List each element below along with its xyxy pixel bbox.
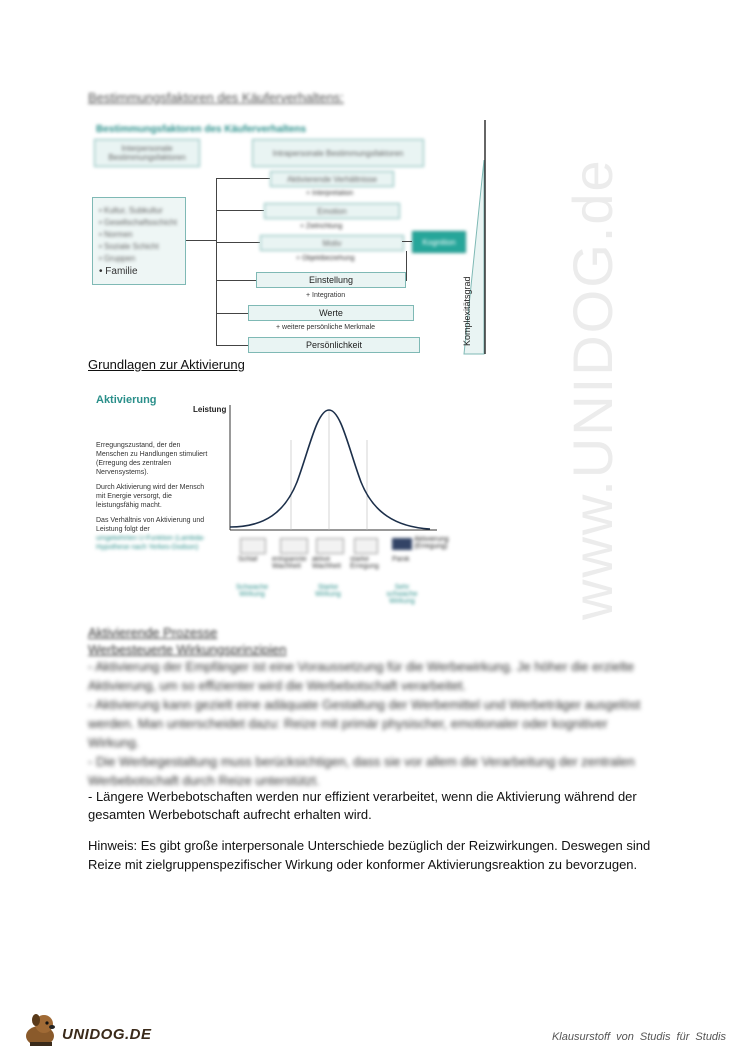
- aktivierung-text-2: Durch Aktivierung wird der Mensch mit Energie versorgt, die leistungsfähig macht.: [96, 484, 205, 509]
- connector-line: [216, 210, 264, 211]
- aktivierende-box: Aktivierende Verhältnisse: [270, 171, 394, 187]
- icon-label: starke Erregung: [350, 556, 379, 570]
- icon-label: Schlaf: [238, 556, 258, 563]
- y-axis-label: Leistung: [193, 405, 227, 414]
- interpretation-label: + Interpretation: [306, 190, 354, 197]
- factor-item-familie: • Familie: [99, 266, 138, 277]
- aktivierung-text-3: Das Verhältnis von Aktivierung und Leistung folgt der: [96, 517, 205, 533]
- erregung-icon: [354, 538, 378, 554]
- zielrichtung-label: + Zielrichtung: [300, 223, 343, 230]
- aktivierung-description: [96, 441, 208, 558]
- aktivierung-text-4: umgekehrten U-Funktion (Lambda-Hypothese nach Yerkes-Dodson): [96, 535, 205, 551]
- paragraph: - Die Werbegestaltung muss berücksichtigen, dass sie vor allem die Verarbeitung der zentralen Werbebotschaft durch Reize unterstützt.: [88, 754, 635, 788]
- objektbeziehung-label: + Objektbeziehung: [296, 255, 355, 262]
- section-heading-aktivierung: Grundlagen zur Aktivierung: [88, 357, 245, 372]
- wirkung-label: Starke Wirkung: [315, 584, 341, 598]
- interpersonal-factor-list: [92, 197, 186, 285]
- intrapersonal-box: Interpersonale Bestimmungsfaktoren: [94, 139, 200, 167]
- icon-label: Panik: [392, 556, 410, 563]
- connector-line: [216, 313, 248, 314]
- komplexitaet-label: Komplexitätsgrad: [462, 276, 472, 346]
- diagram-title: Bestimmungsfaktoren des Käuferverhaltens: [96, 124, 307, 135]
- factor-item: • Gruppen: [99, 254, 136, 263]
- blurred-paragraphs: [88, 657, 658, 790]
- einstellung-box: Einstellung: [256, 272, 406, 288]
- paragraph: - Aktivierung kann gezielt eine adäquate Gestaltung der Werbemittel und Werbeträger ausgelöst werden. Man unterscheidet dazu: Reize mit primär physischer, emotionaler oder kognitiver Wirkung.: [88, 697, 641, 750]
- section-heading-prozesse: [88, 624, 286, 658]
- watermark: www.UNIDOG.de: [561, 158, 624, 620]
- wirkung-label: Schwache Wirkung: [235, 584, 269, 598]
- merkmale-label: + weitere persönliche Merkmale: [276, 324, 376, 331]
- connector-line: [216, 345, 248, 346]
- persoenlichkeit-box: Persönlichkeit: [248, 337, 420, 353]
- emotion-box: Emotion: [264, 203, 400, 219]
- aktivierung-text-1: Erregungszustand, der den Menschen zu Handlungen stimuliert (Erregung des zentralen Nervensystems).: [96, 442, 208, 476]
- factor-item: • Normen: [99, 230, 133, 239]
- connector-line: [406, 251, 407, 281]
- dog-mascot-icon: [22, 1012, 62, 1048]
- factor-item: • Soziale Schicht: [99, 242, 159, 251]
- entspannt-icon: [280, 538, 308, 554]
- motiv-box: Motiv: [260, 235, 404, 251]
- connector-line: [216, 178, 270, 179]
- factor-item: • Kultur, Subkultur: [99, 206, 163, 215]
- paragraph: - Aktivierung der Empfänger ist eine Voraussetzung für die Werbewirkung. Je höher die erzielte Aktivierung, um so effizienter wird die Werbebotschaft verarbeitet.: [88, 659, 635, 693]
- footer-brand[interactable]: UNIDOG.DE: [62, 1026, 152, 1043]
- heading-aktivierende-prozesse: Aktivierende Prozesse: [88, 625, 218, 640]
- hinweis-paragraph: Hinweis: Es gibt große interpersonale Unterschiede bezüglich der Reizwirkungen. Deswegen sind Reize mit zielgruppenspezifischer Wirkung oder konformer Aktivierungsreaktion zu bevorzugen.: [88, 838, 651, 872]
- icon-label: aktive Wachheit: [312, 556, 341, 570]
- wirkung-label: Sehr schwache Wirkung: [386, 584, 418, 605]
- kognition-box: Kognition: [412, 231, 466, 253]
- heading-wirkungsprinzipien: Werbesteuerte Wirkungsprinzipien: [88, 642, 287, 657]
- interpersonal-box: Intrapersonale Bestimmungsfaktoren: [252, 139, 424, 167]
- werte-box: Werte: [248, 305, 414, 321]
- section-heading-kaeuferverhalten: Bestimmungsfaktoren des Käuferverhaltens:: [88, 90, 344, 105]
- panik-icon: [392, 538, 412, 550]
- x-axis-label: Aktivierung (Erregung): [414, 536, 449, 550]
- aktiv-icon: [316, 538, 344, 554]
- footer-tagline: Klausurstoff von Studis für Studis: [551, 1031, 726, 1043]
- performance-curve: [230, 410, 430, 529]
- aktivierung-title: Aktivierung: [96, 394, 157, 406]
- schlaf-icon: [240, 538, 266, 554]
- paragraph-werbebotschaften: - Längere Werbebotschaften werden nur effizient verarbeitet, wenn die Aktivierung während der gesamten Werbebotschaft aufrecht erhalten wird.: [88, 789, 637, 822]
- factor-item: • Gesellschaftsschicht: [99, 218, 177, 227]
- connector-trunk: [216, 178, 217, 346]
- connector-line: [402, 241, 412, 242]
- connector-line: [216, 242, 260, 243]
- icon-label: entspannte Wachheit: [272, 556, 307, 570]
- integration-label: + Integration: [306, 292, 346, 299]
- connector-line: [186, 240, 216, 241]
- lambda-curve-chart: [225, 400, 440, 535]
- connector-line: [216, 280, 256, 281]
